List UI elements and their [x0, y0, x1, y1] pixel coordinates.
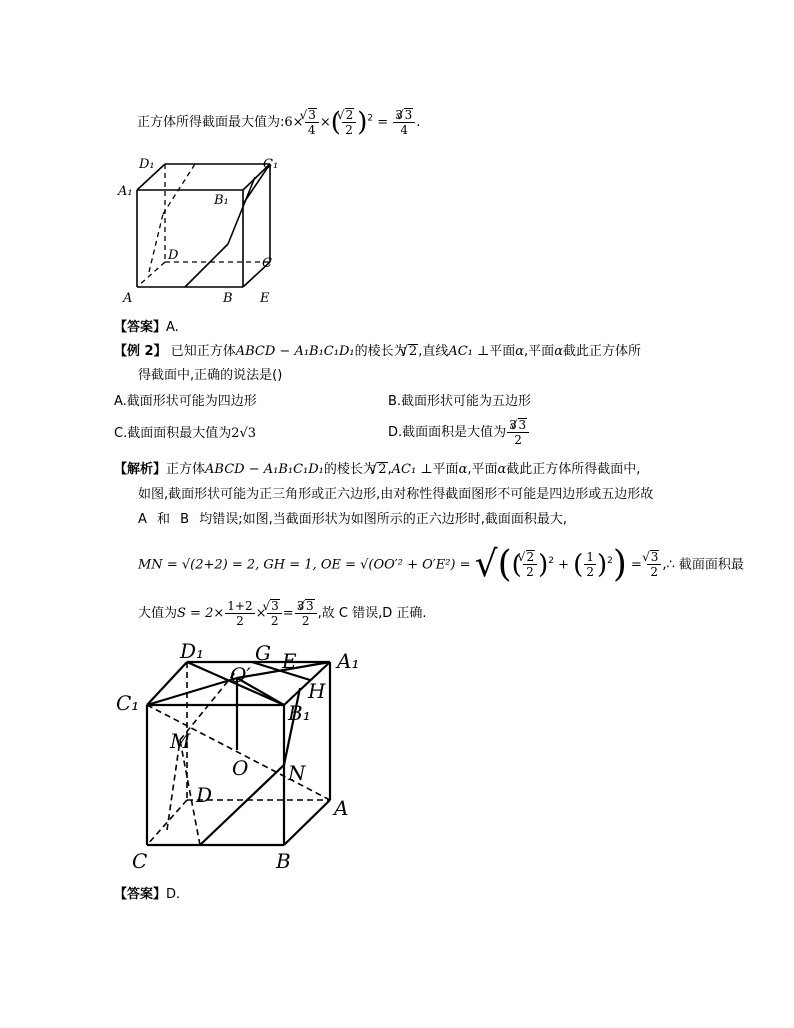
- example-2-line1: 【例 2】 已知正方体ABCD − A₁B₁C₁D₁的棱长为√ 2,直线AC₁ ⊥平面α,平面α截此正方体所: [114, 342, 641, 362]
- option-A: A.截面形状可能为四边形: [114, 394, 257, 409]
- cube-figure-1: [115, 152, 290, 307]
- cube-figure-2: [112, 640, 377, 880]
- fig2-label-O1: O′: [230, 663, 251, 687]
- fig2-label-O: O: [232, 756, 249, 780]
- option-C: C.截面面积最大值为2√3: [114, 426, 257, 441]
- answer-2: 【答案】D.: [114, 887, 181, 902]
- fig2-label-D1: D₁: [180, 640, 205, 663]
- label-C: C: [262, 256, 272, 271]
- label-A1: A₁: [118, 184, 133, 199]
- fig2-label-M: M: [170, 729, 191, 753]
- fig2-label-A: A: [334, 796, 349, 820]
- label-D1: D₁: [139, 157, 155, 172]
- expr-lead: 6×: [284, 115, 304, 130]
- max-area-prefix: 正方体所得截面最大值为:: [137, 115, 285, 130]
- frac-3sqrt3-4: $\frac{3√ 3}{4}$: [393, 108, 415, 137]
- analysis-line1: 【解析】正方体ABCD − A₁B₁C₁D₁的棱长为√ 2,AC₁ ⊥平面α,平面α截此正方体所得截面中,: [114, 460, 640, 480]
- analysis-line2: 如图,截面形状可能为正三角形或正六边形,由对称性得截面图形不可能是四边形或五边形故: [138, 487, 654, 502]
- fig2-label-A1: A₁: [337, 649, 360, 673]
- label-D: D: [168, 248, 179, 263]
- analysis-line3: A 和 B 均错误;如图,当截面形状为如图所示的正六边形时,截面面积最大,: [138, 512, 567, 527]
- label-E: E: [260, 291, 270, 306]
- label-C1: C₁: [263, 157, 279, 172]
- example-2-line2: 得截面中,正确的说法是(): [138, 368, 283, 383]
- max-area-line: 正方体所得截面最大值为:6× √ $\frac{3}{4}$ ×( √ $\frac{2}{2}$ )$^2$ = $\frac{3√ 3}{4}$ .: [137, 108, 420, 137]
- fig2-label-N: N: [288, 761, 306, 785]
- label-B1: B₁: [214, 193, 229, 208]
- frac-sqrt2-2: √ $\frac{2}{2}$: [342, 108, 356, 137]
- option-B: B.截面形状可能为五边形: [388, 394, 532, 409]
- fig2-label-G: G: [255, 641, 271, 665]
- label-B: B: [223, 291, 233, 306]
- fig2-label-C: C: [132, 849, 148, 873]
- analysis-line5: 大值为S = 2× $\frac{1+2}{2}$ × √ $\frac{3}{2}$ = $\frac{3√ 3}{2}$ ,故 C 错误,D 正确.: [138, 598, 427, 630]
- frac-sqrt3-4: √ $\frac{3}{4}$: [305, 108, 319, 137]
- analysis-line4: MN = √(2+2) = 2, GH = 1, OE = √(OO′² + O′E²) = √(( √ $\frac{2}{2}$ )$^2$ + ( $\frac{1}{2}$ )$^2$) = √ $\frac{3}{2}$ ,∴ 截面面积最: [138, 545, 744, 581]
- fig2-label-D: D: [196, 783, 213, 807]
- fig2-label-C1: C₁: [116, 691, 140, 715]
- label-A: A: [123, 291, 133, 306]
- answer-1: 【答案】A.: [114, 320, 179, 335]
- fig2-label-B1: B₁: [288, 701, 311, 725]
- fig2-label-E: E: [282, 649, 297, 673]
- fig2-label-B: B: [276, 849, 291, 873]
- fig2-label-H: H: [308, 679, 326, 703]
- option-D: D.截面面积是大值为 $\frac{3√ 3}{2}$: [388, 418, 530, 448]
